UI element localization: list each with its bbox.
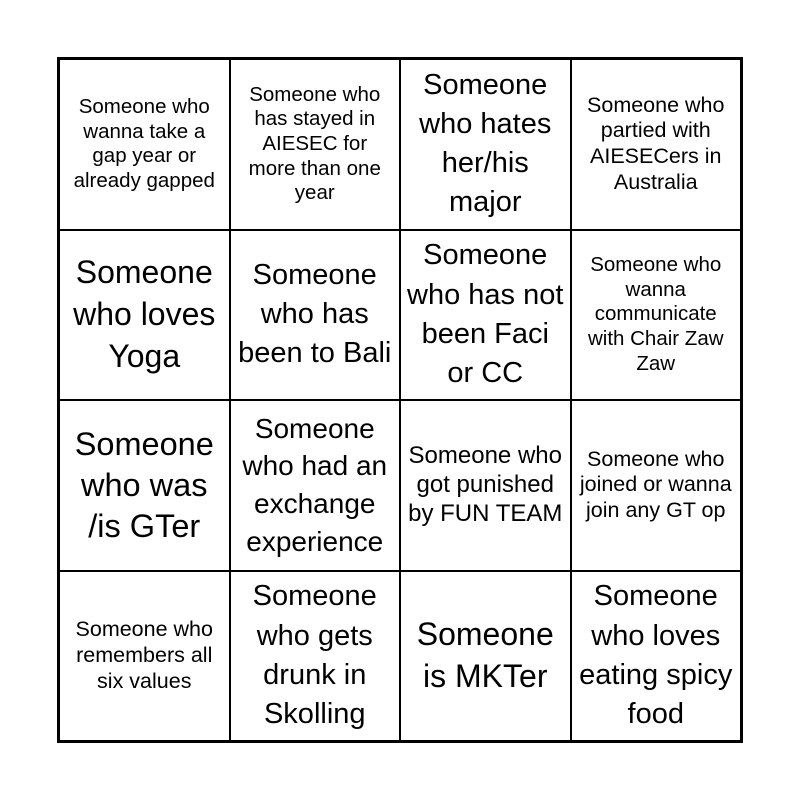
bingo-cell[interactable]: Someone who had an exchange experience [230, 400, 401, 571]
bingo-cell[interactable]: Someone who hates her/his major [400, 59, 571, 230]
bingo-cell[interactable]: Someone who was /is GTer [59, 400, 230, 571]
bingo-cell[interactable]: Someone who wanna take a gap year or already gapped [59, 59, 230, 230]
bingo-cell[interactable]: Someone who partied with AIESECers in Australia [571, 59, 742, 230]
bingo-cell[interactable]: Someone who loves Yoga [59, 230, 230, 401]
bingo-cell[interactable]: Someone who has been to Bali [230, 230, 401, 401]
bingo-cell[interactable]: Someone is MKTer [400, 571, 571, 742]
bingo-cell[interactable]: Someone who gets drunk in Skolling [230, 571, 401, 742]
bingo-cell[interactable]: Someone who got punished by FUN TEAM [400, 400, 571, 571]
bingo-cell[interactable]: Someone who has stayed in AIESEC for more than one year [230, 59, 401, 230]
bingo-board [57, 57, 743, 743]
bingo-cell[interactable]: Someone who joined or wanna join any GT op [571, 400, 742, 571]
bingo-cell[interactable]: Someone who has not been Faci or CC [400, 230, 571, 401]
bingo-cell[interactable]: Someone who loves eating spicy food [571, 571, 742, 742]
bingo-cell[interactable]: Someone who wanna communicate with Chair Zaw Zaw [571, 230, 742, 401]
bingo-cell[interactable]: Someone who remembers all six values [59, 571, 230, 742]
